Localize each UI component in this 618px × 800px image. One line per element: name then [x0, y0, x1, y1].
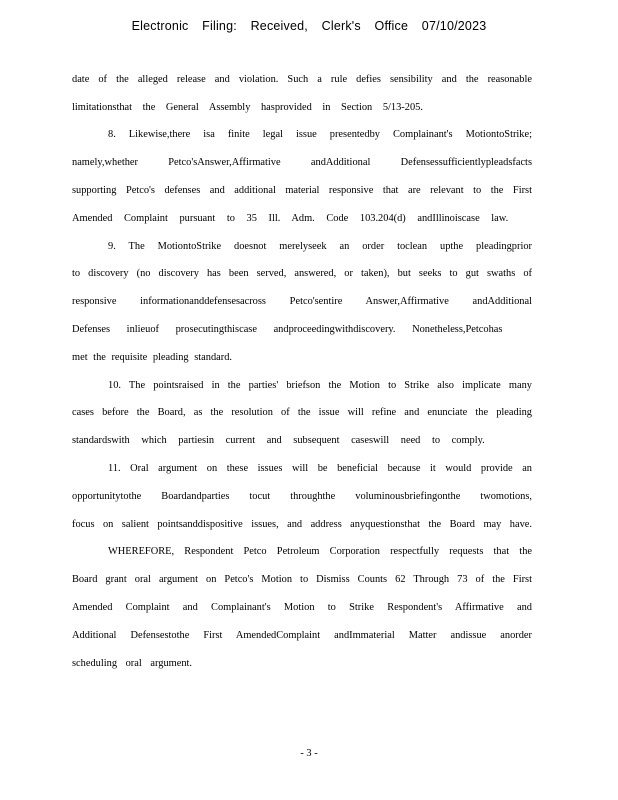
body-line: scheduling oral argument.	[72, 658, 193, 669]
page-number: - 3 -	[300, 748, 318, 759]
paragraph-9-first-line: 9. The MotiontoStrike doesnot merelyseek an order toclean upthe pleadingprior	[108, 241, 532, 252]
body-line: Amended Complaint pursuant to 35 Ill. Adm. Code 103.204(d) andIllinoiscase law.	[72, 213, 509, 224]
body-line: opportunitytothe Boardandparties tocut throughthe voluminousbriefingonthe twomotions,	[72, 491, 532, 502]
body-line: Amended Complaint and Complainant's Motion to Strike Respondent's Affirmative and	[72, 602, 532, 613]
body-line: to discovery (no discovery has been served, answered, or taken), but seeks to gut swaths of	[72, 268, 532, 279]
body-line: limitationsthat the General Assembly hasprovided in Section 5/13-205.	[72, 102, 423, 113]
body-line: Additional Defensestothe First AmendedComplaint andImmaterial Matter andissue anorder	[72, 630, 532, 641]
paragraph-11-first-line: 11. Oral argument on these issues will be beneficial because it would provide an	[108, 463, 532, 474]
electronic-filing-header: Electronic Filing: Received, Clerk's Office 07/10/2023	[131, 19, 487, 33]
paragraph-8-first-line: 8. Likewise,there isa finite legal issue presentedby Complainant's MotiontoStrike;	[108, 129, 532, 140]
body-line: supporting Petco's defenses and additional material responsive that are relevant to the First	[72, 185, 532, 196]
body-line: namely,whether Petco'sAnswer,Affirmative andAdditional Defensessufficientlypleadsfacts	[72, 157, 532, 168]
body-line: Defenses inlieuof prosecutingthiscase andproceedingwithdiscovery. Nonetheless,Petcohas	[72, 324, 503, 335]
body-line: met the requisite pleading standard.	[72, 352, 233, 363]
paragraph-10-first-line: 10. The pointsraised in the parties' briefson the Motion to Strike also implicate many	[108, 380, 532, 391]
body-line: standardswith which partiesin current and subsequent caseswill need to comply.	[72, 435, 485, 446]
body-line: responsive informationanddefensesacross Petco'sentire Answer,Affirmative andAdditional	[72, 296, 532, 307]
body-line: Board grant oral argument on Petco's Motion to Dismiss Counts 62 Through 73 of the First	[72, 574, 532, 585]
body-line: cases before the Board, as the resolution of the issue will refine and enunciate the pleading	[72, 407, 532, 418]
body-line: focus on salient pointsanddispositive issues, and address anyquestionsthat the Board may have.	[72, 519, 532, 530]
wherefore-paragraph-first-line: WHEREFORE, Respondent Petco Petroleum Corporation respectfully requests that the	[108, 546, 532, 557]
body-line: date of the alleged release and violation. Such a rule defies sensibility and the reasonable	[72, 74, 532, 85]
